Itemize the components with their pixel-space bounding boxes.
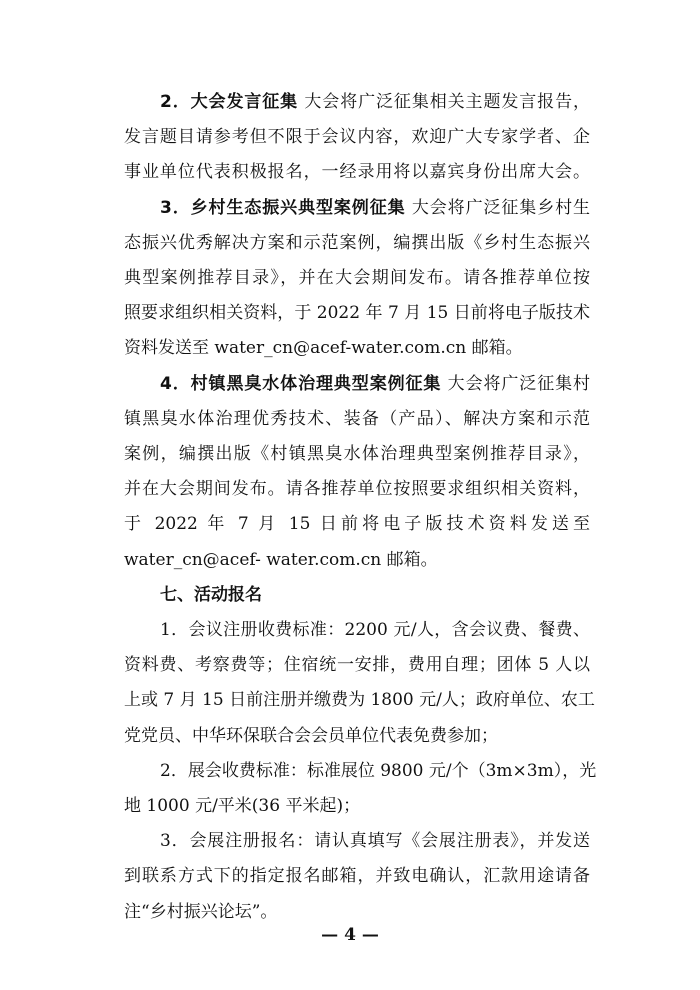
item-2-heading: 2．大会发言征集 — [160, 92, 299, 112]
item-4-line-2: 镇黑臭水体治理优秀技术、装备（产品）、解决方案和示范 — [124, 408, 590, 429]
item-3-line-3: 典型案例推荐目录》，并在大会期间发布。请各推荐单位按 — [124, 268, 590, 288]
item-2-text: 大会将广泛征集相关主题发言报告， — [304, 92, 590, 112]
item-3-line-5: 资料发送至 water_cn@acef-water.com.cn 邮箱。 — [124, 338, 523, 359]
reg-para-1-line-3: 上或 7 月 15 日前注册并缴费为 1800 元/人；政府单位、农工 — [124, 690, 595, 711]
item-3-line-2: 态振兴优秀解决方案和示范案例，编撰出版《乡村生态振兴 — [124, 232, 590, 253]
item-3-line-1 — [160, 191, 590, 226]
item-2-line-2: 发言题目请参考但不限于会议内容，欢迎广大专家学者、企 — [124, 127, 590, 148]
reg-para-1-line-2: 资料费、考察费等；住宿统一安排，费用自理；团体 5 人以 — [124, 655, 590, 676]
item-4-line-1 — [160, 367, 590, 402]
item-3-text: 大会将广泛征集乡村生 — [411, 197, 591, 218]
section-title: 七、活动报名 — [160, 584, 262, 605]
page-number: — 4 — — [321, 925, 379, 945]
item-3-line-4: 照要求组织相关资料，于 2022 年 7 月 15 日前将电子版技术 — [124, 303, 590, 324]
reg-para-2-line-2: 地 1000 元/平米(36 平米起)； — [124, 796, 361, 816]
item-4-line-5: 于 2022 年 7 月 15 日前将电子版技术资料发送至 — [124, 514, 590, 535]
item-4-text: 大会将广泛征集村 — [447, 373, 591, 394]
reg-para-3-line-1: 3．会展注册报名：请认真填写《会展注册表》，并发送 — [160, 831, 590, 852]
reg-para-1-line-4: 党党员、中华环保联合会会员单位代表免费参加； — [124, 725, 498, 746]
item-4-line-3: 案例，编撰出版《村镇黑臭水体治理典型案例推荐目录》， — [124, 444, 590, 464]
reg-para-2-line-1: 2．展会收费标准：标准展位 9800 元/个（3m×3m），光 — [160, 760, 597, 781]
reg-para-3-line-2: 到联系方式下的指定报名邮箱，并致电确认，汇款用途请备 — [124, 866, 590, 887]
reg-para-1-line-1: 1．会议注册收费标准：2200 元/人，含会议费、餐费、 — [160, 620, 590, 640]
item-2-line-1 — [160, 85, 590, 120]
item-4-heading: 4．村镇黑臭水体治理典型案例征集 — [160, 373, 442, 394]
item-3-heading: 3．乡村生态振兴典型案例征集 — [160, 197, 406, 218]
reg-para-3-line-3: 注“乡村振兴论坛”。 — [124, 901, 278, 922]
item-4-line-4: 并在大会期间发布。请各推荐单位按照要求组织相关资料， — [124, 479, 590, 500]
item-2-line-3: 事业单位代表积极报名，一经录用将以嘉宾身份出席大会。 — [124, 162, 590, 183]
item-4-line-6: water_cn@acef- water.com.cn 邮箱。 — [124, 549, 438, 570]
